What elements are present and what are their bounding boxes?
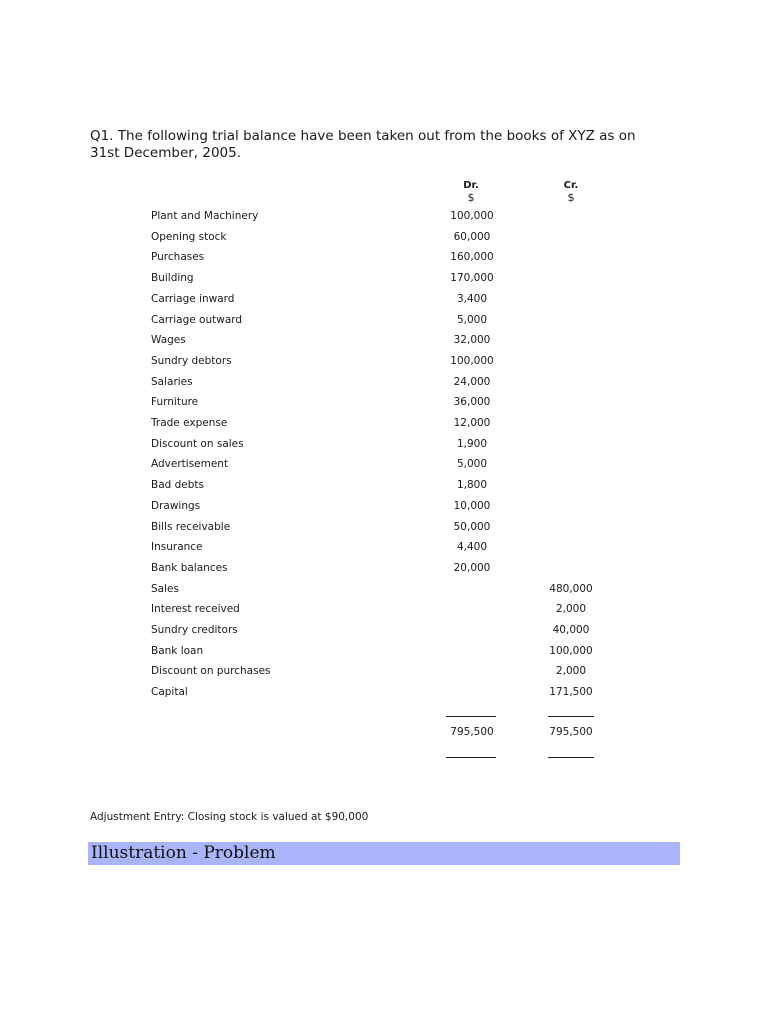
account-name: Sundry creditors [151,624,238,636]
table-row [0,663,768,679]
debit-amount: 10,000 [453,499,491,512]
table-row [0,415,768,431]
credit-column-header [541,180,601,204]
account-name: Salaries [151,375,193,388]
credit-subtotal-rule [548,716,594,717]
account-name: Bank loan [151,644,204,657]
debit-total-rule [446,757,496,758]
debit-amount: 4,400 [456,541,488,554]
account-name: Opening stock [151,230,227,243]
account-name: Wages [151,334,186,347]
adjustment-entry: Adjustment Entry: Closing stock is valued at $90,000 [90,811,369,823]
debit-amount: 3,400 [456,292,488,305]
debit-total: 795,500 [450,726,494,738]
table-row [0,374,768,390]
table-row [0,539,768,555]
debit-amount: 5,000 [456,313,488,326]
table-row [0,477,768,493]
table-row [0,249,768,265]
debit-amount: 12,000 [453,417,491,429]
table-row [0,601,768,617]
debit-label: Dr. [463,180,479,191]
table-row [0,456,768,472]
table-row [0,643,768,659]
account-name: Bad debts [151,479,205,492]
table-row [0,436,768,452]
question-text: Q1. The following trial balance have been taken out from the books of XYZ as on 31st December, 2005. [90,128,636,161]
account-name: Bills receivable [151,520,231,533]
account-name: Drawings [151,499,201,512]
debit-column-header [441,180,501,204]
debit-currency: $ [467,191,475,204]
table-row [0,581,768,597]
table-row [0,684,768,700]
debit-amount: 50,000 [453,520,491,533]
table-row [0,270,768,286]
credit-amount: 100,000 [549,644,593,657]
table-row [0,353,768,369]
account-name: Trade expense [151,417,228,429]
debit-amount: 1,900 [456,437,488,450]
table-row [0,394,768,410]
table-row [0,622,768,638]
account-name: Furniture [151,396,199,409]
illustration-banner: Illustration - Problem [88,842,680,865]
account-name: Sales [151,582,179,595]
account-name: Plant and Machinery [151,210,259,222]
credit-amount: 2,000 [555,665,587,678]
debit-amount: 36,000 [453,396,491,409]
credit-amount: 40,000 [552,624,590,636]
debit-amount: 60,000 [453,230,491,243]
debit-amount: 5,000 [456,458,488,471]
credit-amount: 480,000 [549,582,593,595]
account-name: Carriage inward [151,292,235,305]
credit-currency: $ [567,191,575,204]
account-name: Capital [151,686,188,699]
credit-total: 795,500 [549,726,593,738]
debit-amount: 100,000 [450,210,494,222]
debit-amount: 20,000 [453,561,491,574]
table-row [0,291,768,307]
table-row [0,560,768,576]
account-name: Sundry debtors [151,354,232,367]
table-row [0,519,768,535]
debit-amount: 160,000 [450,251,494,264]
account-name: Insurance [151,541,203,554]
debit-subtotal-rule [446,716,496,717]
debit-amount: 170,000 [450,272,494,285]
account-name: Building [151,272,194,285]
debit-amount: 24,000 [453,375,491,388]
credit-amount: 171,500 [549,686,593,699]
account-name: Carriage outward [151,313,243,326]
credit-total-rule [548,757,594,758]
debit-amount: 32,000 [453,334,491,347]
table-row [0,498,768,514]
account-name: Interest received [151,603,240,616]
debit-amount: 1,800 [456,479,488,492]
credit-label: Cr. [563,180,579,191]
credit-amount: 2,000 [555,603,587,616]
table-row [0,208,768,224]
debit-amount: 100,000 [450,354,494,367]
table-row [0,229,768,245]
account-name: Discount on sales [151,437,244,450]
account-name: Purchases [151,251,205,264]
account-name: Discount on purchases [151,665,271,678]
table-row [0,312,768,328]
account-name: Bank balances [151,561,228,574]
table-row [0,332,768,348]
account-name: Advertisement [151,458,229,471]
